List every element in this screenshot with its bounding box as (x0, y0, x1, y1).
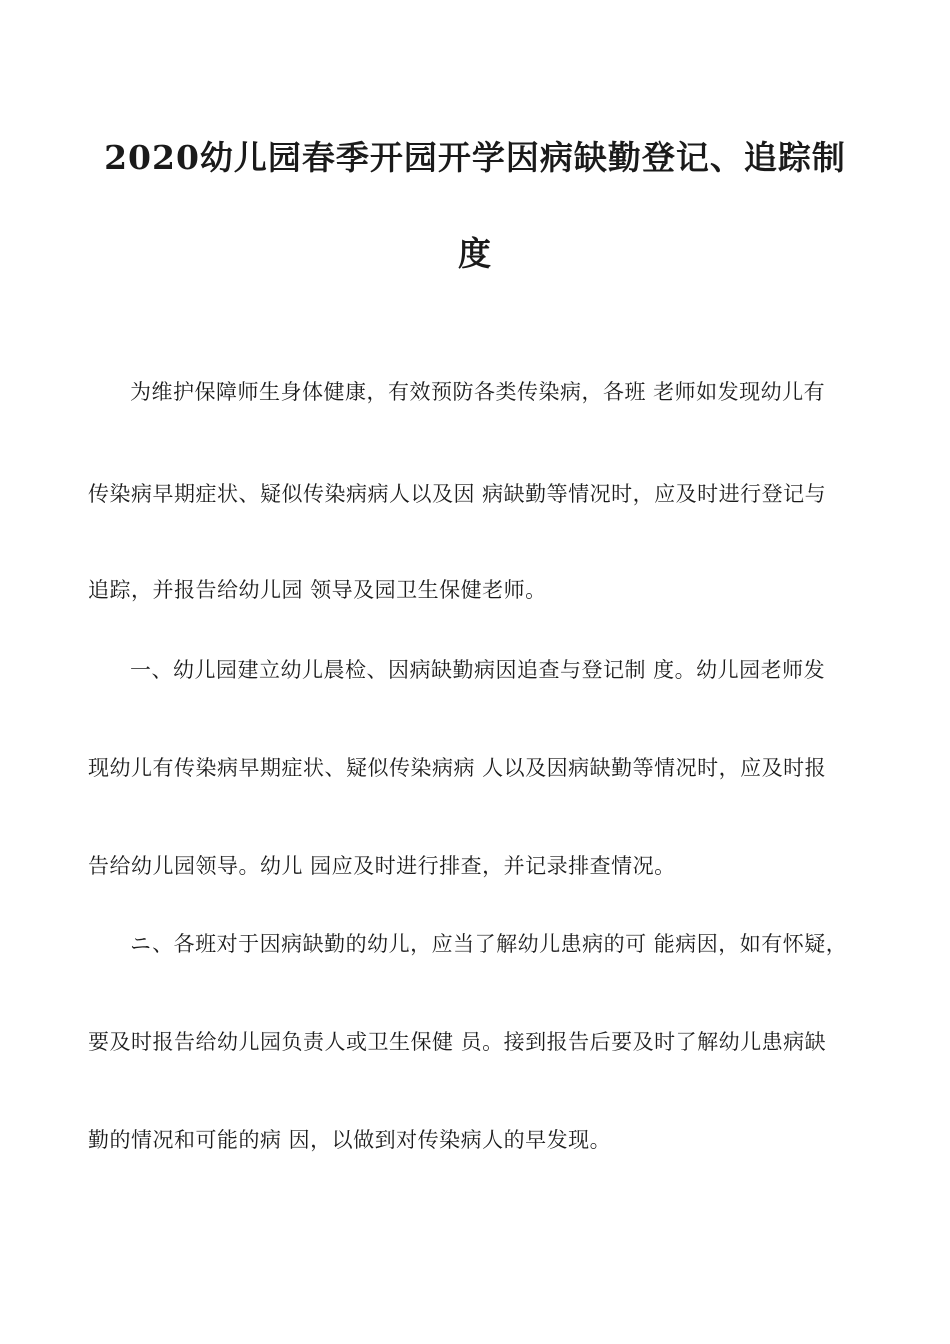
paragraph-intro-line-2: 传染病早期症状、疑似传染病病人以及因 病缺勤等情况时，应及时进行登记与 (88, 482, 827, 506)
paragraph-intro-line-1: 为维护保障师生身体健康，有效预防各类传染病，各班 老师如发现幼儿有 (130, 380, 826, 404)
document-title-line-1: 2020幼儿园春季开园开学因病缺勤登记、追踪制 (104, 138, 846, 177)
paragraph-two-line-2: 要及时报告给幼儿园负责人或卫生保健 员。接到报告后要及时了解幼儿患病缺 (88, 1030, 827, 1054)
paragraph-one-line-3: 告给幼儿园领导。幼儿 园应及时进行排查，并记录排查情况。 (88, 854, 676, 878)
paragraph-intro-line-3: 追踪，并报告给幼儿园 领导及园卫生保健老师。 (88, 578, 547, 602)
paragraph-one-line-1: 一、幼儿园建立幼儿晨检、因病缺勤病因追查与登记制 度。幼儿园老师发 (130, 658, 826, 682)
paragraph-two-line-1: ニ、各班对于因病缺勤的幼儿，应当了解幼儿患病的可 能病因，如有怀疑， (130, 932, 848, 956)
paragraph-two-line-3: 勤的情况和可能的病 因，以做到对传染病人的早发现。 (88, 1128, 612, 1152)
document-title-line-2: 度 (458, 234, 492, 273)
paragraph-one-line-2: 现幼儿有传染病早期症状、疑似传染病病 人以及因病缺勤等情况时，应及时报 (88, 756, 827, 780)
